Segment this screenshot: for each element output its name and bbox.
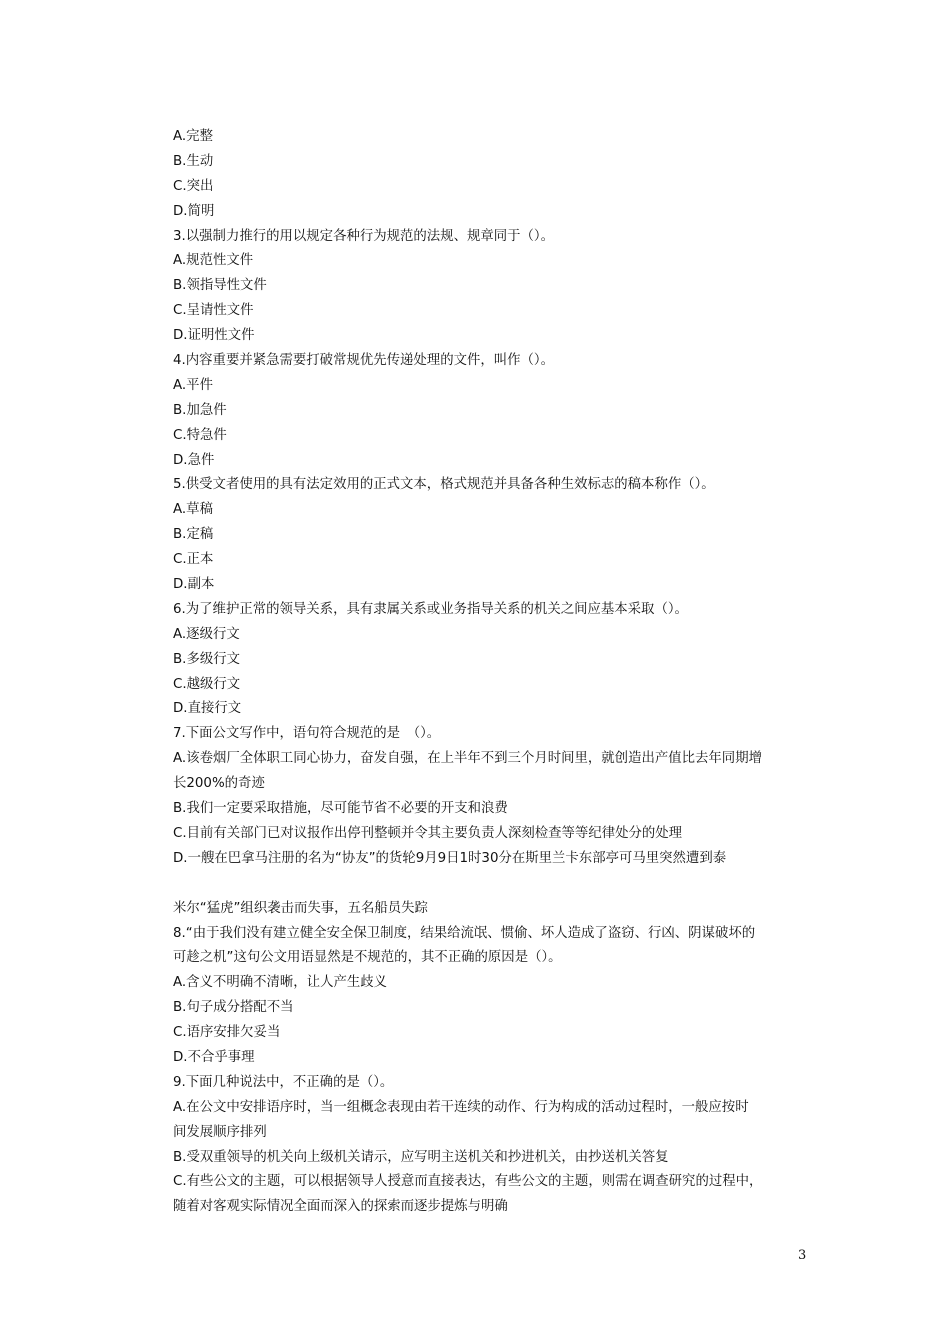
text-line: A.草稿 [173,502,213,518]
text-line: A.含义不明确不清晰，让人产生歧义 [173,975,388,991]
text-line: C.目前有关部门已对议报作出停刊整顿并令其主要负责人深刻检查等等纪律处分的处理 [173,825,683,841]
text-line: D.不合乎事理 [173,1049,255,1065]
text-line: 8.“由于我们没有建立健全安全保卫制度，结果给流氓、惯偷、坏人造成了盗窃、行凶、阴谋破坏的 [173,925,756,941]
text-line: C.越级行文 [173,676,241,692]
text-line: 4.内容重要并紧急需要打破常规优先传递处理的文件，叫作（）。 [173,353,555,369]
text-line: C.特急件 [173,427,227,443]
text-line: B.生动 [173,153,214,169]
text-line: A.在公文中安排语序时，当一组概念表现由若干连续的动作、行为构成的活动过程时，一般应按时 [173,1099,749,1115]
text-line: B.受双重领导的机关向上级机关请示，应写明主送机关和抄进机关，由抄送机关答复 [173,1149,669,1165]
text-line: C.呈请性文件 [173,303,254,319]
text-line [173,872,813,897]
text-line: B.领指导性文件 [173,278,267,294]
text-line: A.逐级行文 [173,626,240,642]
text-line: D.直接行文 [173,701,242,717]
text-line: D.证明性文件 [173,328,255,344]
text-line: 3.以强制力推行的用以规定各种行为规范的法规、规章同于（）。 [173,228,555,244]
text-line: 米尔“猛虎”组织袭击而失事，五名船员失踪 [173,900,428,916]
text-line: C.语序安排欠妥当 [173,1025,281,1041]
text-line: C.突出 [173,178,214,194]
page-number: 3 [798,1248,807,1263]
text-line: B.我们一定要采取措施，尽可能节省不必要的开支和浪费 [173,801,508,817]
text-line: D.一艘在巴拿马注册的名为“协友”的货轮9月9日1时30分在斯里兰卡东部亭可马里突然遭到泰 [173,850,727,866]
text-line: 6.为了维护正常的领导关系，具有隶属关系或业务指导关系的机关之间应基本采取（）。 [173,601,688,617]
text-line: 间发展顺序排列 [173,1124,267,1140]
text-line: C.正本 [173,552,214,568]
text-line: A.规范性文件 [173,253,254,269]
text-line: 5.供受文者使用的具有法定效用的正式文本，格式规范并具备各种生效标志的稿本称作（）。 [173,477,715,493]
text-line: 随着对客观实际情况全面而深入的探索而逐步提炼与明确 [173,1199,508,1215]
document-body [173,125,813,1220]
text-line: A.平件 [173,377,213,393]
text-line: B.定稿 [173,527,214,543]
text-line: 7.下面公文写作中，语句符合规范的是 （）。 [173,726,441,742]
text-line: B.句子成分搭配不当 [173,1000,294,1016]
text-line: B.多级行文 [173,651,241,667]
text-line: 9.下面几种说法中，不正确的是（）。 [173,1074,394,1090]
text-line: B.加急件 [173,402,227,418]
text-line: A.该卷烟厂全体职工同心协力，奋发自强，在上半年不到三个月时间里，就创造出产值比去年同期增 [173,751,762,767]
text-line: A.完整 [173,129,213,144]
text-line: D.简明 [173,203,215,219]
text-line: D.副本 [173,577,215,593]
text-line: D.急件 [173,452,215,468]
text-line: 长200%的奇迹 [173,776,265,792]
text-line: 可趁之机”这句公文用语显然是不规范的，其不正确的原因是（）。 [173,950,562,966]
text-line: C.有些公文的主题，可以根据领导人授意而直接表达，有些公文的主题，则需在调查研究的过程中， [173,1174,763,1190]
